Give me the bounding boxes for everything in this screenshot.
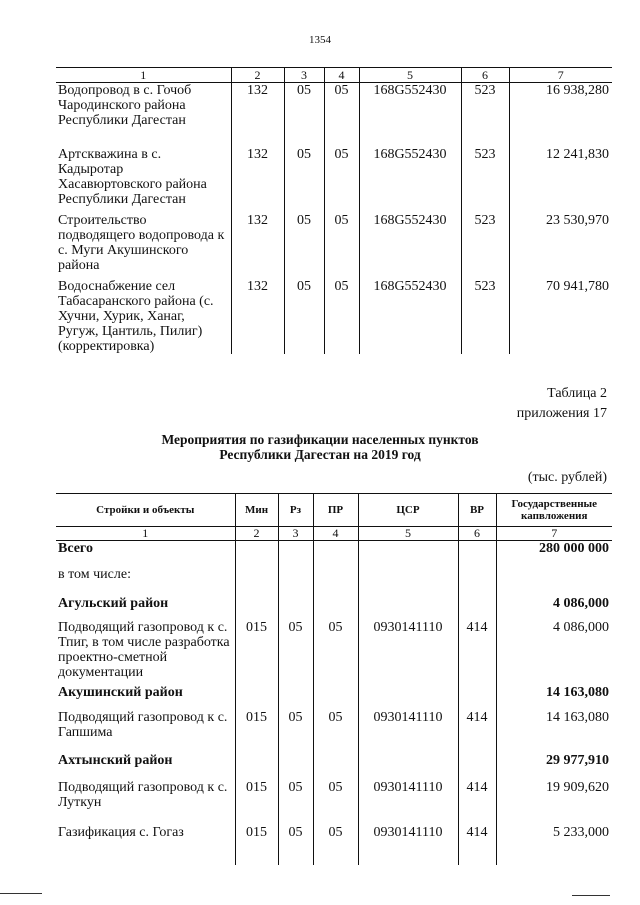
district-row <box>56 591 612 617</box>
ministry-code: 015 <box>235 777 278 821</box>
amount: 5 233,000 <box>496 821 612 865</box>
page-number: 1354 <box>309 34 331 46</box>
col-number: 3 <box>278 527 313 541</box>
amount: 4 086,000 <box>496 617 612 681</box>
table-row <box>56 83 612 147</box>
section-code: 05 <box>278 707 313 747</box>
column-number-row <box>56 527 612 541</box>
object-name: Водопровод в с. Гочоб Чародинского района Республики Дагестан <box>58 83 192 128</box>
amount: 14 163,080 <box>496 707 612 747</box>
ministry-code: 015 <box>235 821 278 865</box>
including-label: в том числе: <box>58 566 131 582</box>
header-expense-type: ВР <box>458 494 496 527</box>
amount: 16 938,280 <box>509 83 612 147</box>
water-supply-table <box>56 67 612 354</box>
section-code: 05 <box>284 83 324 147</box>
ministry-code: 015 <box>235 617 278 681</box>
col-number: 5 <box>359 68 461 83</box>
table-title: Мероприятия по газификации населенных пунктов <box>161 432 479 447</box>
header-ministry: Мин <box>235 494 278 527</box>
district-name: Акушинский район <box>58 684 183 700</box>
header-target-article: ЦСР <box>358 494 458 527</box>
target-article-code: 168G552430 <box>359 213 461 279</box>
amount: 70 941,780 <box>509 279 612 354</box>
amount: 19 909,620 <box>496 777 612 821</box>
subsection-code: 05 <box>313 707 358 747</box>
col-number: 7 <box>509 68 612 83</box>
expense-type-code: 414 <box>458 821 496 865</box>
district-amount: 14 163,080 <box>496 681 612 707</box>
subsection-code: 05 <box>324 147 359 213</box>
table-caption-appendix: приложения 17 <box>516 406 607 421</box>
ministry-code: 132 <box>231 213 284 279</box>
table-row <box>56 147 612 213</box>
col-number: 4 <box>324 68 359 83</box>
target-article-code: 168G552430 <box>359 147 461 213</box>
total-row <box>56 541 612 563</box>
expense-type-code: 414 <box>458 777 496 821</box>
table-title-line2: Республики Дагестан на 2019 год <box>219 447 421 462</box>
section-code: 05 <box>278 777 313 821</box>
subsection-code: 05 <box>324 213 359 279</box>
expense-type-code: 523 <box>461 147 509 213</box>
amount: 23 530,970 <box>509 213 612 279</box>
subsection-code: 05 <box>313 617 358 681</box>
subsection-code: 05 <box>313 777 358 821</box>
header-section: Рз <box>278 494 313 527</box>
subsection-code: 05 <box>313 821 358 865</box>
header-subsection: ПР <box>313 494 358 527</box>
district-name: Агульский район <box>58 595 169 611</box>
target-article-code: 0930141110 <box>358 821 458 865</box>
table-caption: Таблица 2 <box>547 386 607 401</box>
object-name: Подводящий газопровод к с. Луткун <box>58 779 228 810</box>
col-number: 1 <box>56 68 231 83</box>
section-code: 05 <box>284 279 324 354</box>
district-row <box>56 747 612 777</box>
margin-line <box>572 895 610 896</box>
target-article-code: 168G552430 <box>359 83 461 147</box>
expense-type-code: 523 <box>461 279 509 354</box>
col-number: 5 <box>358 527 458 541</box>
ministry-code: 132 <box>231 147 284 213</box>
ministry-code: 132 <box>231 279 284 354</box>
table-row <box>56 279 612 354</box>
district-row <box>56 681 612 707</box>
target-article-code: 0930141110 <box>358 617 458 681</box>
table-row <box>56 213 612 279</box>
gasification-table <box>56 493 612 865</box>
total-amount: 280 000 000 <box>496 541 612 563</box>
expense-type-code: 414 <box>458 617 496 681</box>
col-number: 2 <box>235 527 278 541</box>
table-row <box>56 707 612 747</box>
col-number: 2 <box>231 68 284 83</box>
col-number: 6 <box>461 68 509 83</box>
object-name: Артскважина в с. Кадыротар Хасавюртовского района Республики Дагестан <box>58 146 207 207</box>
ministry-code: 015 <box>235 707 278 747</box>
expense-type-code: 523 <box>461 213 509 279</box>
col-number: 3 <box>284 68 324 83</box>
section-code: 05 <box>278 821 313 865</box>
target-article-code: 0930141110 <box>358 707 458 747</box>
expense-type-code: 523 <box>461 83 509 147</box>
district-amount: 4 086,000 <box>496 591 612 617</box>
table-row <box>56 821 612 865</box>
section-code: 05 <box>284 147 324 213</box>
object-name: Водоснабжение сел Табасаранского района (с. Хучни, Хурик, Ханаг, Ругуж, Цантиль, Пилиг) (корректировка) <box>58 278 214 354</box>
table-row <box>56 777 612 821</box>
expense-type-code: 414 <box>458 707 496 747</box>
district-name: Ахтынский район <box>58 752 173 768</box>
district-amount: 29 977,910 <box>496 747 612 777</box>
subsection-code: 05 <box>324 279 359 354</box>
amount: 12 241,830 <box>509 147 612 213</box>
table-row <box>56 617 612 681</box>
object-name: Газификация с. Гогаз <box>58 824 184 840</box>
col-number: 4 <box>313 527 358 541</box>
object-name: Строительство подводящего водопровода к с. Муги Акушинского района <box>58 212 225 273</box>
header-capital-investment: Государственные капвложения <box>496 494 612 527</box>
units-label: (тыс. рублей) <box>527 470 607 485</box>
ministry-code: 132 <box>231 83 284 147</box>
subsection-code: 05 <box>324 83 359 147</box>
section-code: 05 <box>278 617 313 681</box>
margin-line <box>0 893 42 894</box>
object-name: Подводящий газопровод к с. Тпиг, в том числе разработка проектно-сметной документации <box>58 619 230 680</box>
target-article-code: 0930141110 <box>358 777 458 821</box>
col-number: 6 <box>458 527 496 541</box>
target-article-code: 168G552430 <box>359 279 461 354</box>
header-objects: Стройки и объекты <box>56 494 235 527</box>
column-number-row <box>56 68 612 83</box>
col-number: 1 <box>56 527 235 541</box>
including-row <box>56 563 612 591</box>
object-name: Подводящий газопровод к с. Гапшима <box>58 709 228 740</box>
section-code: 05 <box>284 213 324 279</box>
table-header-row <box>56 494 612 527</box>
col-number: 7 <box>496 527 612 541</box>
total-label: Всего <box>58 541 93 556</box>
